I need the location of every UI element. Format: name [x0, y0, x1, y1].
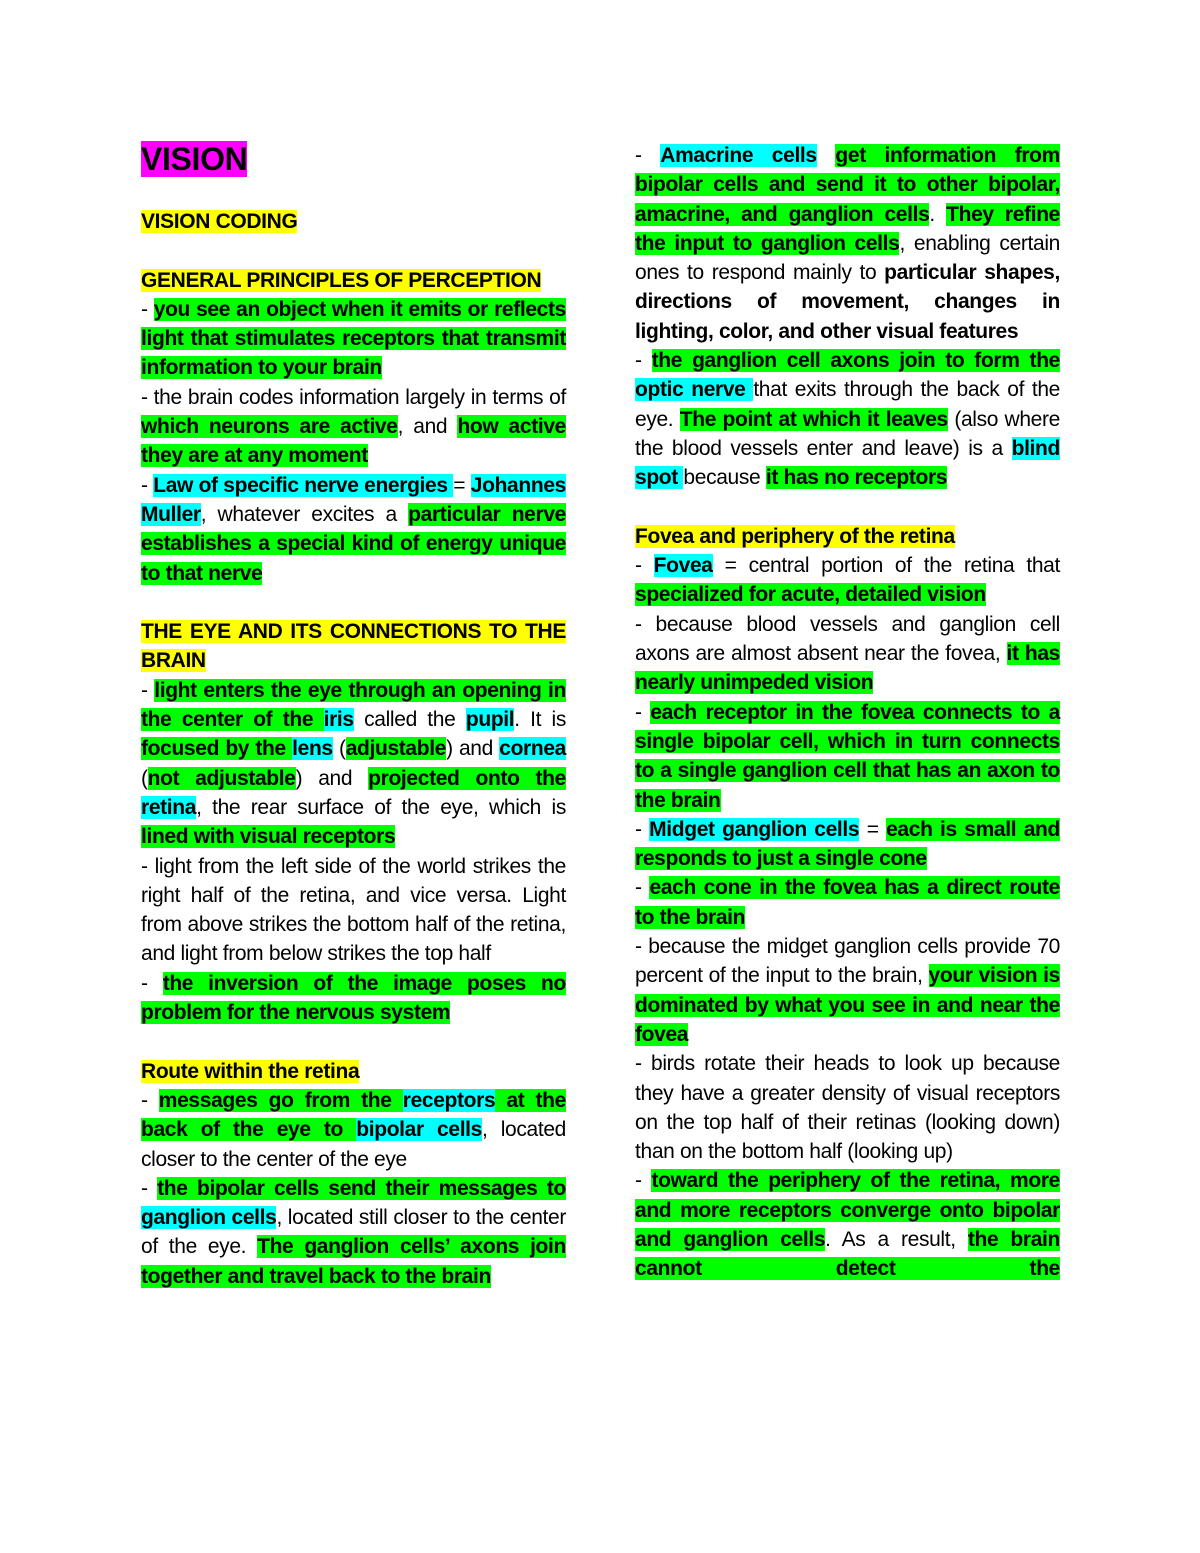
key-highlight: your vision is dominated by what you see in and near the fovea [635, 964, 1060, 1046]
text [817, 144, 836, 167]
text: - [635, 349, 652, 373]
term-highlight: optic nerve [635, 378, 754, 402]
key-highlight: the inversion of the image poses no problem for the nervous system [141, 971, 566, 1025]
term-highlight: ganglion cells [141, 1206, 277, 1230]
paragraph [635, 551, 1060, 610]
section-heading [141, 617, 566, 676]
text: - [141, 1176, 158, 1200]
text: - because blood vessels and ganglion cell axons are almost absent near the fovea, [635, 612, 1060, 666]
paragraph [141, 969, 566, 1028]
paragraph [141, 471, 566, 588]
term-highlight: Fovea [653, 554, 713, 578]
key-highlight: light enters the eye through an opening in the center of the [141, 678, 566, 732]
left-column [141, 139, 566, 1291]
term-highlight: receptors [402, 1088, 496, 1112]
paragraph [141, 1174, 566, 1291]
paragraph [635, 522, 1060, 551]
paragraph [141, 852, 566, 969]
spacer [141, 588, 566, 617]
key-highlight: The ganglion cells’ axons join together and travel back to the brain [141, 1235, 567, 1288]
key-highlight: it has no receptors [765, 466, 948, 490]
heading-highlight: Fovea and periphery of the retina [635, 524, 955, 548]
key-highlight: focused by the [141, 737, 293, 761]
key-highlight: The point at which it leaves [679, 407, 948, 431]
text: - the brain codes information largely in terms of [141, 385, 566, 409]
text: - [635, 1169, 652, 1193]
key-highlight: the brain cannot detect the [635, 1227, 1061, 1281]
text: - [635, 876, 650, 900]
heading-highlight: Route within the retina [141, 1059, 360, 1083]
text: , located still closer to the center of the eye. [141, 1206, 566, 1259]
key-highlight: the ganglion cell axons join to form the [651, 349, 1060, 373]
document-title [141, 139, 566, 179]
paragraph [635, 815, 1060, 874]
text: = central portion of the retina that [712, 554, 1060, 578]
spacer [141, 1027, 566, 1056]
text: , enabling certain ones to respond mainly to [635, 231, 1061, 285]
paragraph [141, 1057, 566, 1086]
key-highlight: messages go from the [158, 1088, 403, 1112]
heading-highlight: THE EYE AND ITS CONNECTIONS TO THE BRAIN [141, 620, 566, 673]
heading-highlight: VISION CODING [141, 210, 298, 233]
text: (also where the blood vessels enter and leave) is a [635, 407, 1060, 460]
text: - birds rotate their heads to look up because they have a greater density of visual receptors on the top half of their retinas (looking down) than on the bottom half (looking up) [635, 1052, 1060, 1164]
key-highlight: lined with visual receptors [141, 825, 396, 849]
paragraph [635, 873, 1060, 932]
text: - [141, 1088, 159, 1112]
key-highlight: adjustable [345, 737, 447, 761]
text: - [635, 700, 651, 724]
key-highlight: it has nearly unimpeded vision [635, 642, 1060, 695]
text: , whatever excites a [200, 502, 409, 526]
paragraph [635, 141, 1060, 346]
key-highlight: specialized for acute, detailed vision [635, 583, 986, 607]
term-highlight: lens [292, 737, 333, 761]
text: . [929, 202, 947, 226]
key-highlight: They refine the input to ganglion cells [635, 202, 1060, 255]
spacer [141, 236, 566, 265]
text: . As a result, [825, 1227, 968, 1251]
text: ) and [295, 766, 369, 790]
term-highlight: Johannes Muller [141, 473, 566, 526]
term-highlight: Midget ganglion cells [649, 817, 860, 841]
paragraph [141, 383, 566, 471]
text: ) and [446, 737, 500, 761]
paragraph [635, 1166, 1060, 1283]
paragraph [635, 932, 1060, 1049]
text: ( [141, 766, 148, 790]
text: , the rear surface of the eye, which is [196, 795, 566, 819]
text: that exits through the back of the eye. [635, 378, 1061, 431]
term-highlight: cornea [499, 737, 566, 761]
text: - light from the left side of the world strikes the right half of the retina, and vice versa. Light from above strikes the bottom half of the retina, and light from below strikes the top half [141, 854, 566, 966]
text: = [453, 473, 471, 497]
key-highlight: each cone in the fovea has a direct route to the brain [635, 876, 1060, 929]
section-heading [141, 207, 566, 236]
key-highlight: which neurons are active [141, 415, 398, 439]
spacer [635, 493, 1060, 522]
key-highlight: you see an object when it emits or reflects light that stimulates receptors that transmit information to your brain [141, 297, 566, 380]
paragraph [141, 1086, 566, 1174]
term-highlight: Law of specific nerve energies [153, 473, 454, 497]
text: , and [397, 415, 458, 439]
paragraph [141, 676, 566, 852]
text: - [141, 297, 154, 321]
text: - [635, 144, 661, 167]
text: because [683, 466, 766, 490]
key-highlight: each is small and responds to just a single cone [635, 817, 1060, 871]
text: = [859, 817, 887, 841]
term-highlight: bipolar cells [356, 1118, 482, 1142]
paragraph [141, 295, 566, 383]
text: ( [332, 737, 346, 761]
paragraph [635, 610, 1060, 698]
text: - [635, 817, 650, 841]
text: - [141, 473, 154, 497]
paragraph [635, 698, 1060, 815]
key-highlight: toward the periphery of the retina, more and more receptors converge onto bipolar and ganglion cells [635, 1169, 1060, 1251]
term-highlight: retina [141, 795, 197, 819]
text: - [635, 554, 654, 578]
text: - [141, 678, 155, 702]
heading-highlight: GENERAL PRINCIPLES OF PERCEPTION [141, 268, 542, 292]
term-highlight: pupil [465, 708, 515, 732]
term-highlight: Amacrine cells [660, 144, 817, 167]
key-highlight: at the back of the eye to [141, 1088, 566, 1142]
term-highlight: iris [323, 708, 354, 732]
paragraph [635, 346, 1060, 492]
key-highlight: the bipolar cells send their messages to [157, 1176, 566, 1200]
section-heading [141, 266, 566, 295]
key-highlight: projected onto the [368, 766, 566, 790]
key-highlight: get information from bipolar cells and send it to other bipolar, amacrine, and ganglion cells [635, 144, 1060, 226]
text: called the [353, 708, 466, 732]
right-column [635, 141, 1060, 1284]
key-highlight: each receptor in the fovea connects to a single bipolar cell, which in turn connects to a single ganglion cell that has an axon to the brain [635, 700, 1060, 812]
text: - because the midget ganglion cells provide 70 percent of the input to the brain, [635, 935, 1060, 988]
key-highlight: particular nerve establishes a special kind of energy unique to that nerve [141, 502, 566, 585]
bold-text: particular shapes, directions of movement, changes in lighting, color, and other visual features [635, 261, 1060, 343]
key-highlight: how active they are at any moment [141, 415, 566, 468]
text: - [141, 971, 163, 995]
key-highlight: not adjustable [147, 766, 296, 790]
paragraph [635, 1049, 1060, 1166]
text: . It is [514, 708, 567, 732]
title-highlight: VISION [141, 141, 248, 177]
term-highlight: blind spot [635, 436, 1060, 490]
text: , located closer to the center of the eye [141, 1118, 566, 1171]
